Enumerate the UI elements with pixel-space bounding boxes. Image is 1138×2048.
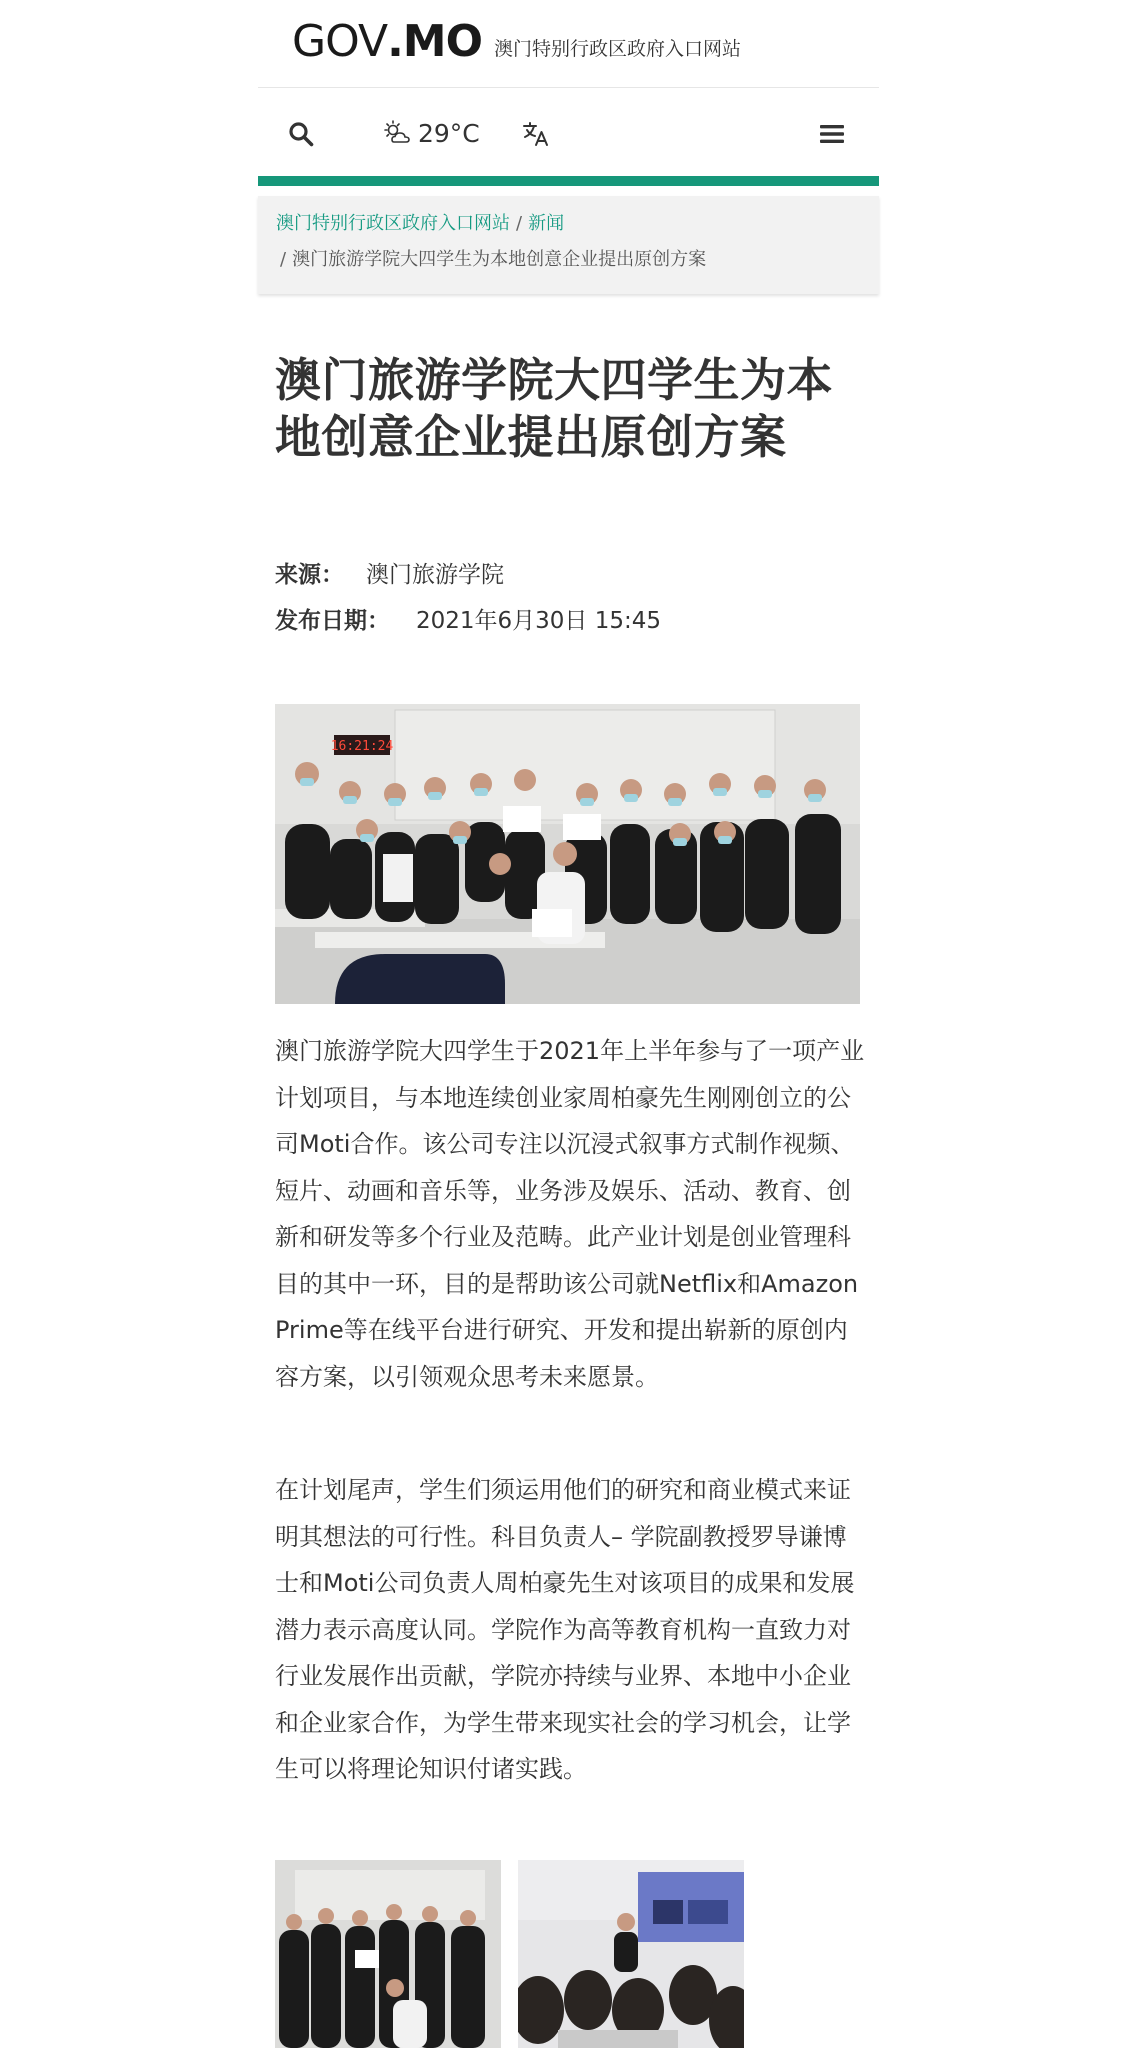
article-thumbnail-1[interactable]	[275, 1860, 501, 2048]
article-header	[275, 352, 865, 634]
source-row	[275, 552, 865, 598]
gov-mo-logo[interactable]	[292, 14, 482, 70]
logo-dot-text: .	[387, 16, 403, 67]
date-value: 2021年6月30日 15:45	[416, 608, 662, 634]
breadcrumb-separator: /	[516, 213, 523, 234]
article-thumbnail-2[interactable]	[518, 1860, 744, 2048]
breadcrumb-line-2	[276, 246, 861, 282]
breadcrumb-home-link[interactable]: 澳门特别行政区政府入口网站	[276, 213, 510, 234]
date-row	[275, 598, 865, 644]
temperature: 29°C	[418, 119, 480, 148]
page	[258, 0, 879, 2048]
article-meta	[275, 552, 865, 644]
breadcrumb-current-page: 澳门旅游学院大四学生为本地创意企业提出原创方案	[292, 249, 707, 270]
search-icon	[288, 121, 314, 147]
breadcrumb-news-link[interactable]: 新闻	[528, 213, 565, 234]
toolbar	[258, 88, 879, 186]
breadcrumb	[258, 196, 879, 294]
article-paragraph-1: 澳门旅游学院大四学生于2021年上半年参与了一项产业计划项目，与本地连续创业家周柏豪先生刚刚创立的公司Moti合作。该公司专注以沉浸式叙事方式制作视频、短片、动画和音乐等，业务涉及娱乐、活动、教育、创新和研发等多个行业及范畴。此产业计划是创业管理科目的其中一环，目的是帮助该公司就Netflix和Amazon Prime等在线平台进行研究、开发和提出崭新的原创内容方案，以引领观众思考未来愿景。	[275, 1037, 865, 1391]
date-label: 发布日期：	[275, 608, 390, 634]
hamburger-menu-icon	[819, 123, 845, 145]
language-button[interactable]	[522, 116, 552, 152]
weather-widget[interactable]	[382, 116, 482, 152]
source-value: 澳门旅游学院	[366, 562, 504, 588]
menu-button[interactable]	[819, 116, 849, 152]
article-title: 澳门旅游学院大四学生为本地创意企业提出原创方案	[275, 353, 833, 464]
site-header	[258, 0, 879, 88]
logo-mo-text: MO	[402, 16, 482, 67]
site-name[interactable]: 澳门特别行政区政府入口网站	[494, 38, 742, 60]
group-photo-illustration	[275, 704, 860, 1004]
toolbar-accent-bar	[258, 176, 879, 186]
article-main-photo[interactable]	[275, 704, 860, 1004]
translate-icon	[522, 121, 550, 147]
article-paragraph-2: 在计划尾声，学生们须运用他们的研究和商业模式来证明其想法的可行性。科目负责人– 学院副教授罗导谦博士和Moti公司负责人周柏豪先生对该项目的成果和发展潜力表示高度认同。学院作为高等教育机构一直致力对行业发展作出贡献，学院亦持续与业界、本地中小企业和企业家合作，为学生带来现实社会的学习机会，让学生可以将理论知识付诸实践。	[275, 1476, 855, 1783]
breadcrumb-line-1	[276, 210, 861, 246]
breadcrumb-separator: /	[280, 249, 287, 270]
partly-sunny-icon	[382, 120, 412, 148]
source-label: 来源：	[275, 562, 344, 588]
wall-clock-readout: 16:21:24	[330, 739, 394, 754]
search-button[interactable]	[288, 116, 318, 152]
classroom-photo-thumbnail	[518, 1860, 744, 2048]
logo-gov-text: GOV	[292, 16, 388, 67]
group-photo-thumbnail	[275, 1860, 501, 2048]
